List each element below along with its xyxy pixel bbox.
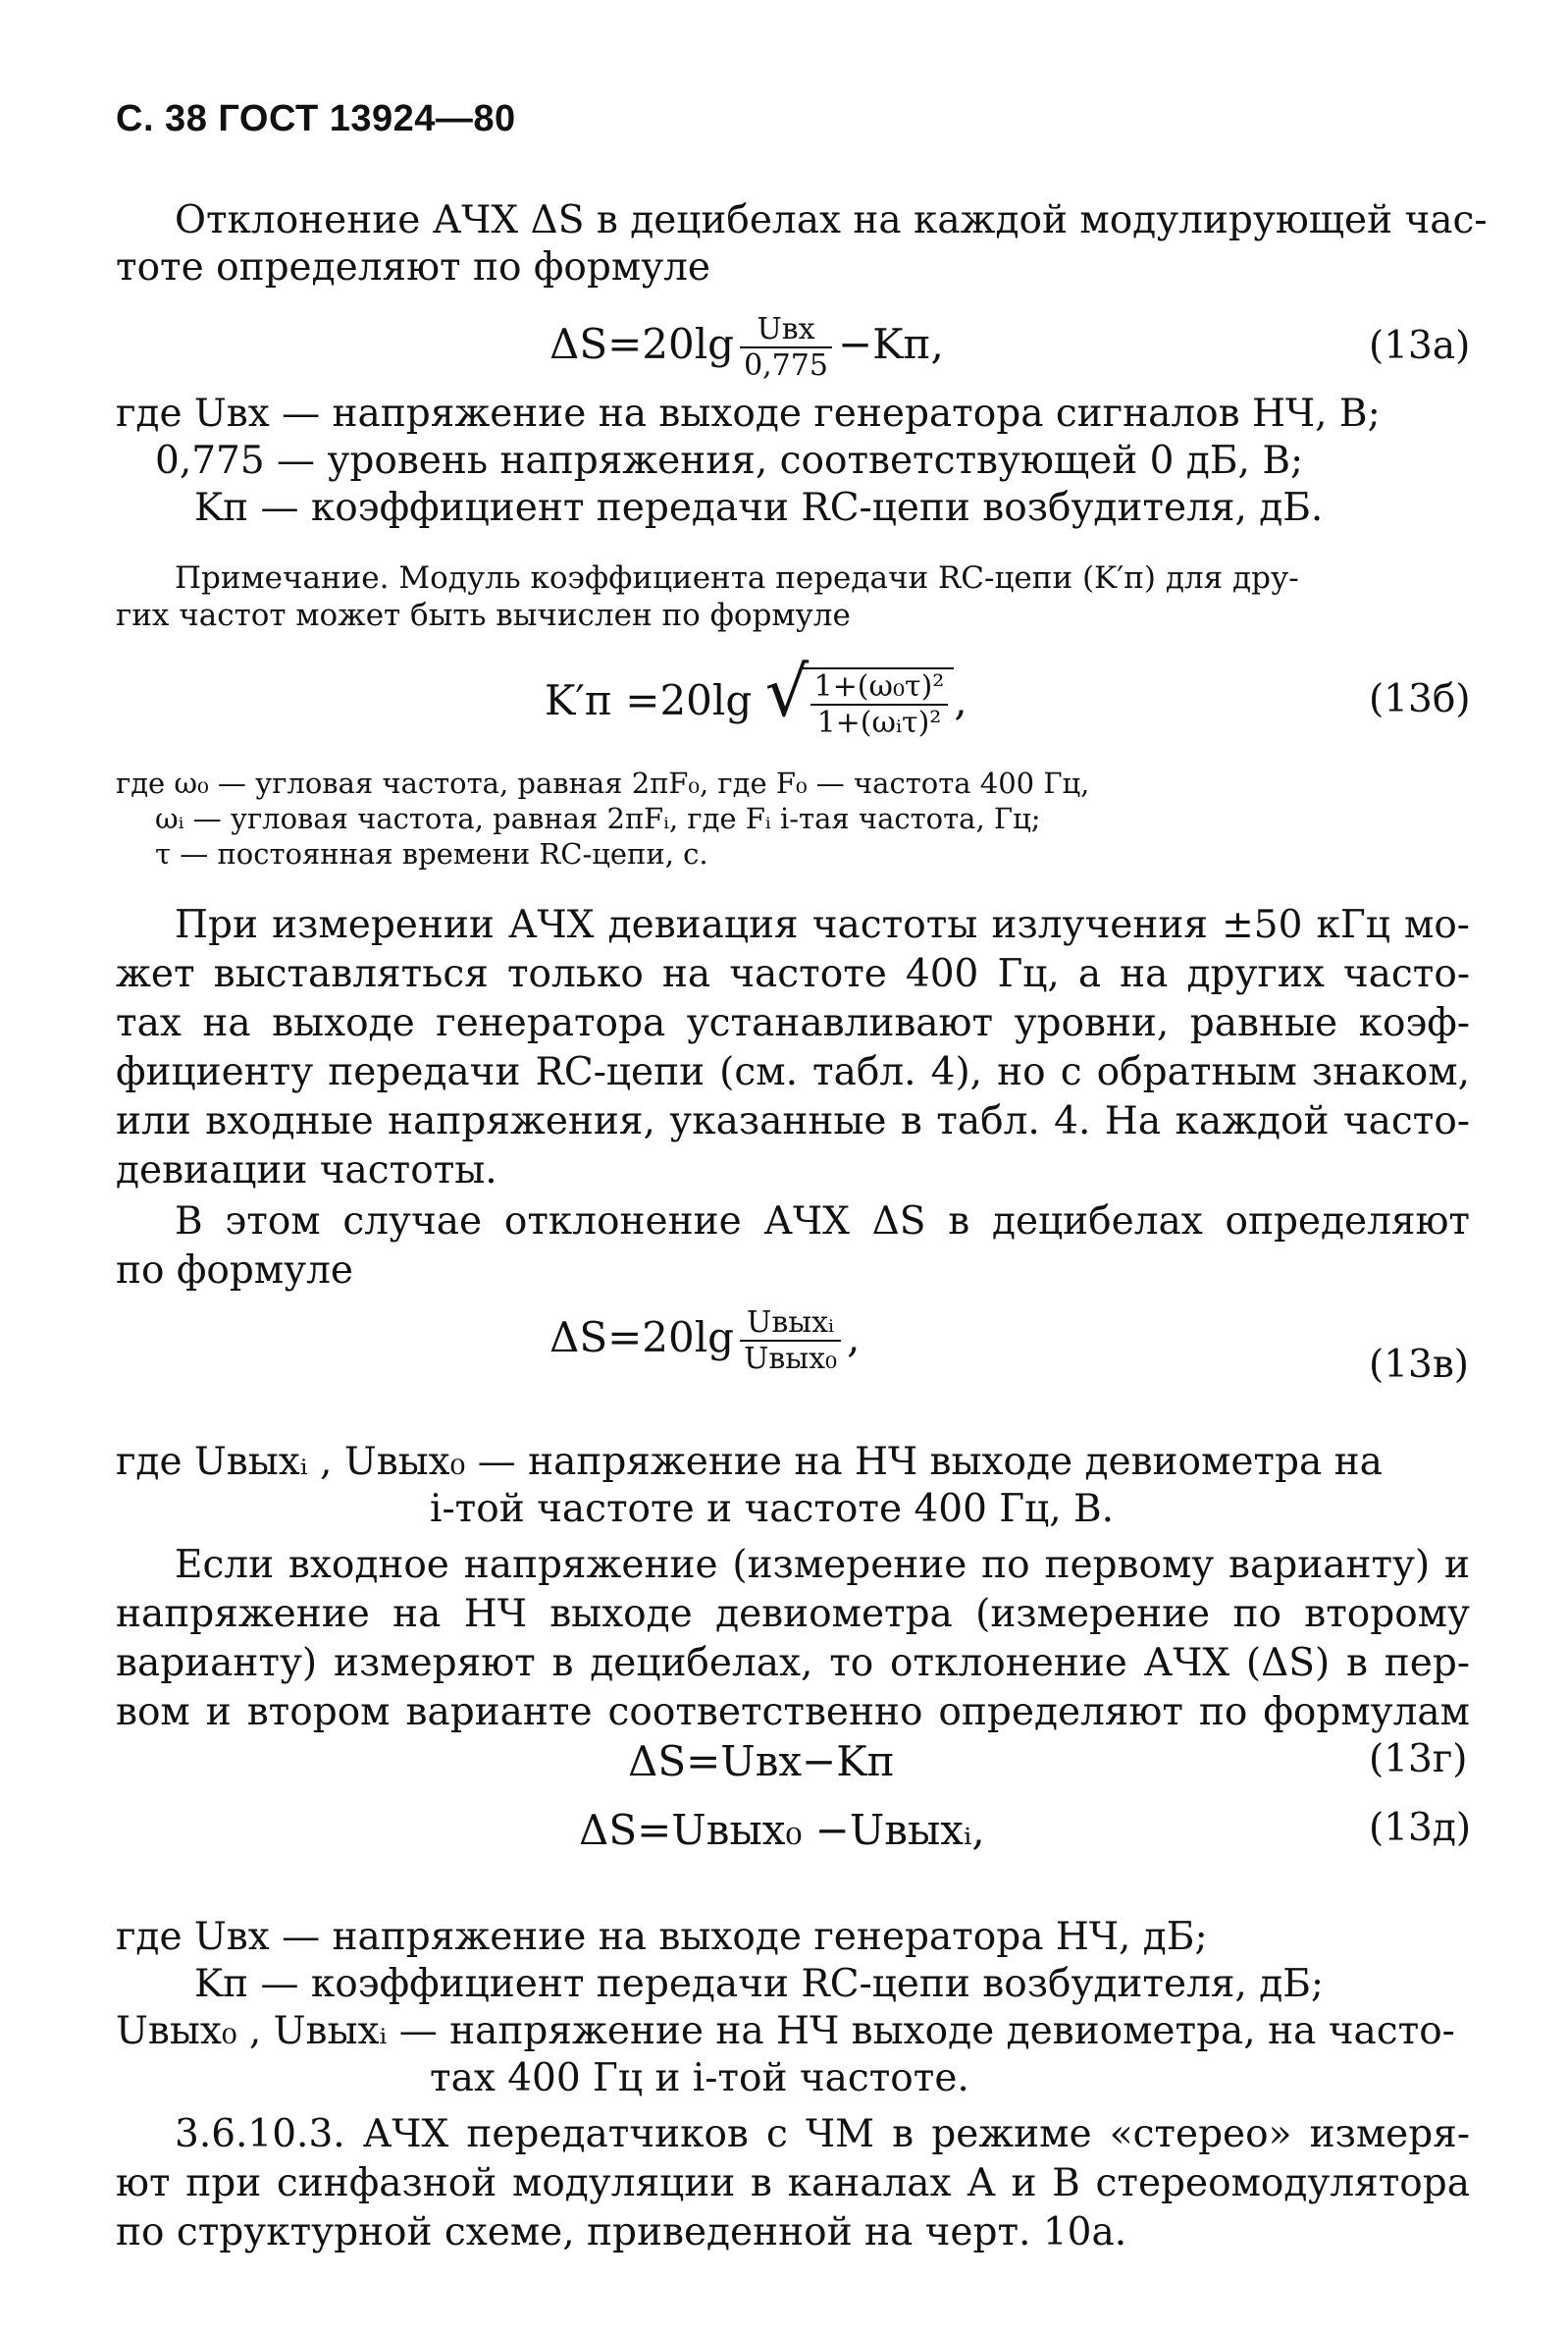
definitions-13v xyxy=(116,1439,1470,1533)
definition-line: Uвых₀ , Uвыхᵢ — напряжение на НЧ выходе девиометра, на часто- xyxy=(116,2009,1455,2053)
equation-number-13b: (13б) xyxy=(1369,677,1471,721)
text-line: или входные напряжения, указанные в табл. 4. На каждой часто- xyxy=(116,1099,1470,1143)
text-line: ют при синфазной модуляции в каналах А и В стереомодулятора xyxy=(116,2161,1470,2205)
text-line: по формуле xyxy=(116,1248,353,1293)
equation-number-13d: (13д) xyxy=(1369,1806,1472,1850)
text-line: тах на выходе генератора устанавливают уровни, равные коэф- xyxy=(116,1001,1470,1045)
definition-line: где ω₀ — угловая частота, равная 2πF₀, где F₀ — частота 400 Гц, xyxy=(116,767,1090,800)
text-line: При измерении АЧХ девиация частоты излучения ±50 кГц мо- xyxy=(175,903,1470,947)
text-line: В этом случае отклонение АЧХ ΔS в децибелах определяют xyxy=(175,1199,1470,1244)
equation-number-13v: (13в) xyxy=(1369,1343,1470,1387)
definitions-13a xyxy=(116,391,1381,532)
paragraph-stereo xyxy=(116,2110,1470,2257)
text-line: тоте определяют по формуле xyxy=(116,245,711,290)
paragraph-intro-cont xyxy=(116,243,1460,292)
paragraph-measurement xyxy=(116,901,1470,1195)
formula-13g: ΔS=Uвх−Kп xyxy=(628,1737,895,1785)
text-line: Если входное напряжение (измерение по первому варианту) и xyxy=(175,1543,1470,1587)
fraction: $\frac{\text{Uвыхᵢ}}{\text{Uвых₀}}$ xyxy=(740,1305,841,1376)
paragraph-decibels xyxy=(116,1541,1470,1737)
text-line: 3.6.10.3. АЧХ передатчиков с ЧМ в режиме «стерео» измеря- xyxy=(175,2112,1470,2156)
text-line: по структурной схеме, приведенной на черт. 10а. xyxy=(116,2210,1127,2254)
text-line: девиации частоты. xyxy=(116,1148,497,1192)
note-line-1: Примечание. Модуль коэффициента передачи RC-цепи (K′п) для дру- xyxy=(175,560,1299,596)
text-line: жет выставляться только на частоте 400 Гц, а на других часто- xyxy=(116,952,1470,996)
fraction: $\frac{\text{1+(ω₀τ)²}}{\text{1+(ωᵢτ)²}}$ xyxy=(810,669,949,740)
definition-line: τ — постоянная времени RC-цепи, с. xyxy=(155,837,708,871)
fraction: $\frac{\text{Uвх}}{0,775}$ xyxy=(740,312,832,383)
equation-number-13a: (13а) xyxy=(1369,324,1471,368)
square-root: √ $\frac{\text{1+(ω₀τ)²}}{\text{1+(ωᵢτ)²}}$ xyxy=(765,667,955,740)
formula-13a: ΔS=20lg $\frac{\text{Uвх}}{0,775}$ −Kп, xyxy=(549,312,944,383)
definition-line: 0,775 — уровень напряжения, соответствующей 0 дБ, В; xyxy=(155,439,1304,483)
formula-13v: ΔS=20lg $\frac{\text{Uвыхᵢ}}{\text{Uвых₀}}$ , xyxy=(549,1305,861,1376)
paragraph-case xyxy=(116,1197,1470,1296)
page-header: С. 38 ГОСТ 13924—80 xyxy=(116,98,516,139)
definition-line: Kп — коэффициент передачи RC-цепи возбудителя, дБ; xyxy=(194,1962,1325,2006)
equation-number-13g: (13г) xyxy=(1369,1737,1468,1781)
definition-line: где Uвх — напряжение на выходе генератора НЧ, дБ; xyxy=(116,1915,1208,1959)
text-line: варианту) измеряют в децибелах, то отклонение АЧХ (ΔS) в пер- xyxy=(116,1641,1470,1685)
note xyxy=(175,559,1470,597)
definition-line: где Uвыхᵢ , Uвых₀ — напряжение на НЧ выходе девиометра на xyxy=(116,1440,1383,1484)
definition-line: где Uвх — напряжение на выходе генератора сигналов НЧ, В; xyxy=(116,392,1381,436)
definition-line: Kп — коэффициент передачи RC-цепи возбудителя, дБ. xyxy=(194,486,1324,530)
definition-line: тах 400 Гц и i-той частоте. xyxy=(430,2056,969,2100)
definitions-13g-13d xyxy=(116,1914,1470,2102)
paragraph-intro xyxy=(175,196,1488,245)
text-line: Отклонение АЧХ ΔS в децибелах на каждой модулирующей час- xyxy=(175,198,1488,242)
note-line-2: гих частот может быть вычислен по формуле xyxy=(116,598,851,633)
formula-13d: ΔS=Uвых₀ −Uвыхᵢ, xyxy=(579,1806,985,1854)
definition-line: i-той частоте и частоте 400 Гц, В. xyxy=(430,1487,1115,1531)
formula-13b: K′п =20lg √ $\frac{\text{1+(ω₀τ)²}}{\text{1+(ωᵢτ)²}}$ , xyxy=(545,652,967,740)
text-line: вом и втором варианте соответственно определяют по формулам xyxy=(116,1690,1470,1734)
definition-line: ωᵢ — угловая частота, равная 2πFᵢ, где Fᵢ i-тая частота, Гц; xyxy=(155,802,1041,835)
text-line: фициенту передачи RC-цепи (см. табл. 4), но с обратным знаком, xyxy=(116,1050,1470,1094)
definitions-13b xyxy=(116,766,1089,872)
text-line: напряжение на НЧ выходе девиометра (измерение по второму xyxy=(116,1592,1470,1636)
note-cont xyxy=(116,597,1470,634)
